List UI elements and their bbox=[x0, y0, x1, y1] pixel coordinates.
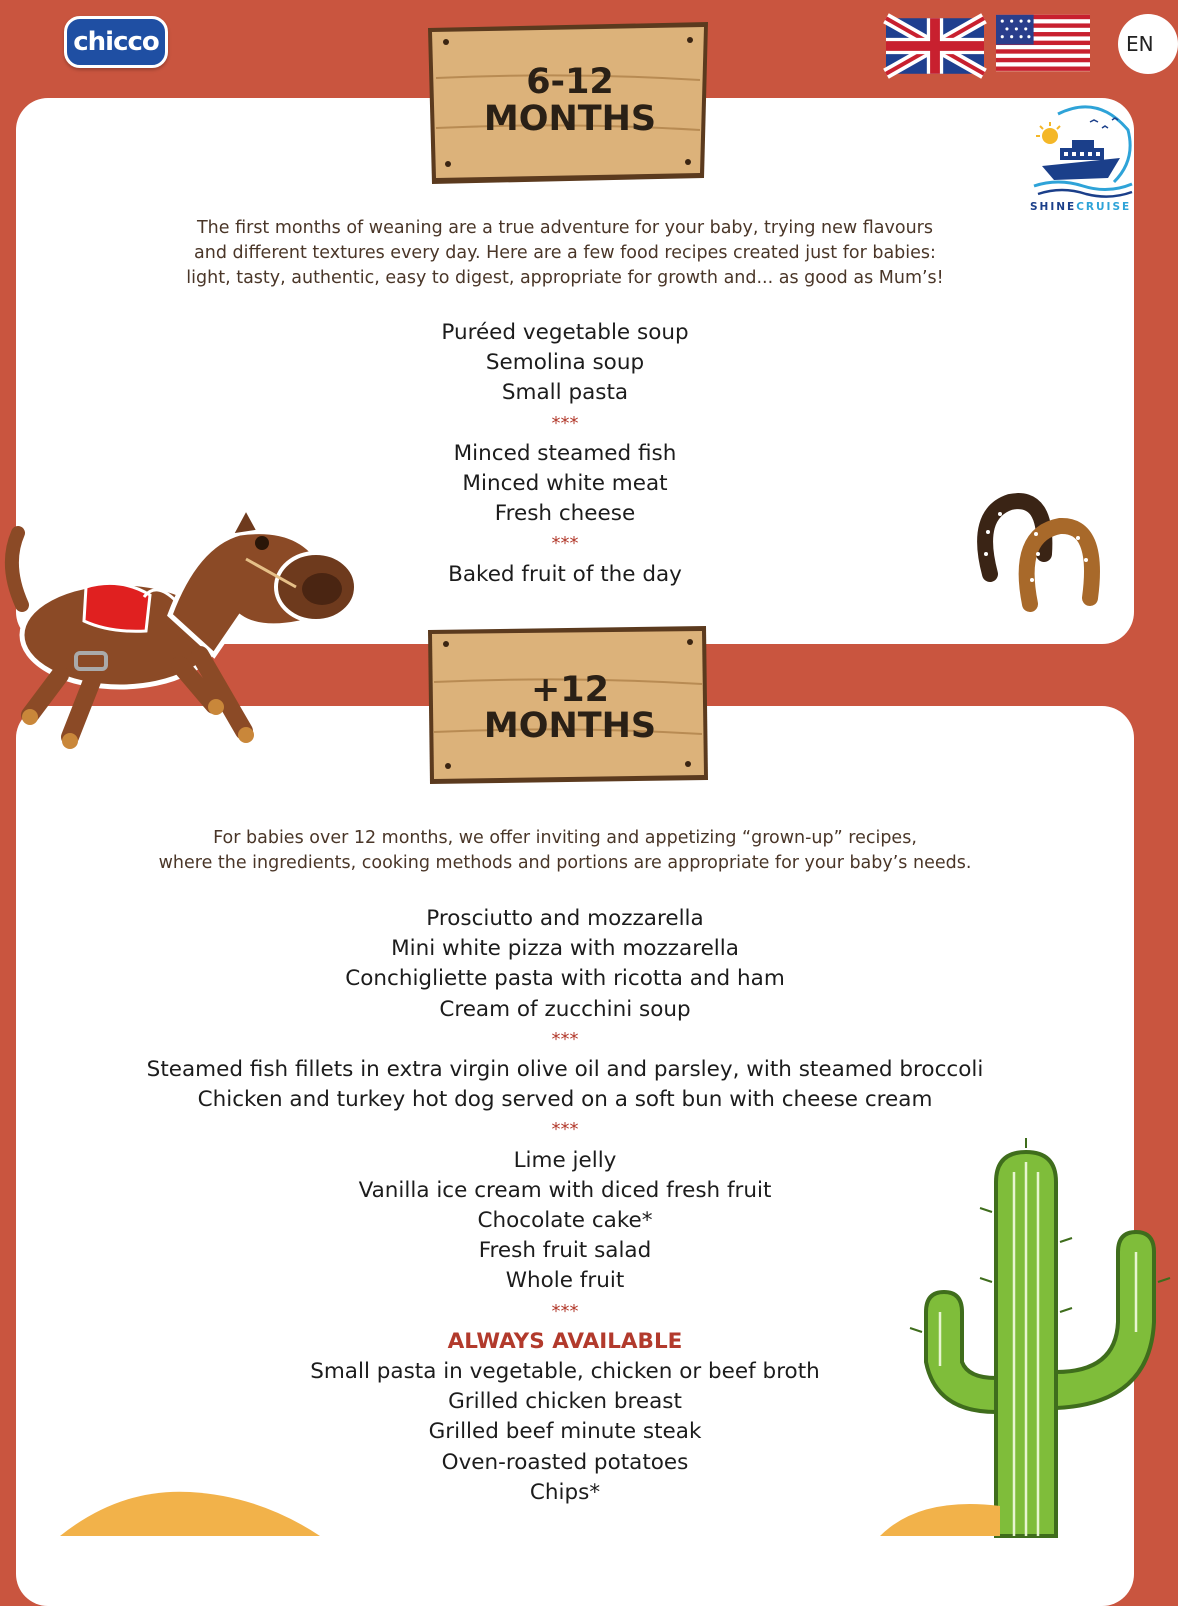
menu-item: Chocolate cake* bbox=[477, 1208, 653, 1234]
brand-name: chicco bbox=[73, 27, 159, 57]
intro-line: light, tasty, authentic, easy to digest, appropriate for growth and... as good as Mum’s! bbox=[186, 268, 944, 288]
menu-item: Fresh fruit salad bbox=[478, 1238, 652, 1264]
months-label: MONTHS bbox=[483, 706, 657, 746]
menu-separator: *** bbox=[551, 533, 579, 555]
menu-item: Vanilla ice cream with diced fresh fruit bbox=[358, 1177, 772, 1203]
menu-item: Lime jelly bbox=[513, 1147, 617, 1173]
menu-item: Fresh cheese bbox=[494, 501, 636, 527]
menu-separator: *** bbox=[551, 412, 579, 434]
menu-item: Oven-roasted potatoes bbox=[441, 1449, 689, 1475]
months-label: MONTHS bbox=[483, 99, 657, 139]
intro-line: where the ingredients, cooking methods and portions are appropriate for your baby’s needs. bbox=[158, 853, 972, 873]
sand-dune-icon bbox=[880, 1496, 1000, 1536]
menu-item: Minced steamed fish bbox=[453, 440, 677, 466]
intro-text-6-12 bbox=[150, 216, 980, 291]
menu-item: Steamed fish fillets in extra virgin olive oil and parsley, with steamed broccoli bbox=[146, 1057, 984, 1083]
us-flag-icon[interactable] bbox=[996, 14, 1090, 72]
language-selector-button[interactable] bbox=[1118, 14, 1178, 74]
menu-item: Small pasta in vegetable, chicken or beef broth bbox=[310, 1359, 820, 1385]
age-sign-6-12 bbox=[420, 18, 720, 188]
shine-word: SHINE bbox=[1030, 201, 1077, 213]
menu-separator: *** bbox=[551, 1119, 579, 1141]
menu-item: Chicken and turkey hot dog served on a soft bun with cheese cream bbox=[197, 1087, 933, 1113]
always-available-heading: ALWAYS AVAILABLE bbox=[447, 1328, 683, 1354]
menu-list-12-plus bbox=[100, 904, 1030, 1508]
age-range-label: +12 bbox=[530, 670, 610, 710]
menu-item: Chips* bbox=[529, 1479, 601, 1505]
intro-line: For babies over 12 months, we offer inviting and appetizing “grown-up” recipes, bbox=[213, 828, 917, 848]
menu-item: Grilled chicken breast bbox=[448, 1389, 682, 1415]
menu-item: Puréed vegetable soup bbox=[441, 320, 689, 345]
menu-item: Grilled beef minute steak bbox=[428, 1419, 702, 1445]
shine-cruise-label bbox=[1030, 201, 1131, 213]
menu-item: Conchigliette pasta with ricotta and ham bbox=[345, 966, 785, 992]
cruise-word: CRUISE bbox=[1076, 201, 1132, 213]
menu-item: Cream of zucchini soup bbox=[439, 996, 691, 1022]
menu-item: Prosciutto and mozzarella bbox=[426, 906, 704, 931]
intro-text-12-plus bbox=[100, 826, 1030, 876]
menu-item: Baked fruit of the day bbox=[448, 561, 682, 587]
horseshoes-icon bbox=[960, 494, 1110, 630]
horse-icon bbox=[0, 505, 365, 770]
age-sign-12-plus bbox=[420, 622, 720, 792]
language-code: EN bbox=[1126, 32, 1154, 56]
sand-dune-icon bbox=[60, 1488, 320, 1536]
chicco-logo[interactable] bbox=[64, 16, 168, 68]
menu-separator: *** bbox=[551, 1300, 579, 1322]
menu-item: Minced white meat bbox=[462, 471, 668, 497]
shine-cruise-logo bbox=[1028, 100, 1138, 220]
menu-item: Semolina soup bbox=[485, 350, 645, 376]
menu-item: Small pasta bbox=[501, 380, 629, 406]
uk-flag-icon[interactable] bbox=[886, 18, 984, 74]
intro-line: and different textures every day. Here are a few food recipes created just for babies: bbox=[194, 243, 936, 263]
cruise-ship-icon bbox=[1028, 100, 1138, 200]
menu-item: Mini white pizza with mozzarella bbox=[391, 936, 739, 962]
menu-item: Whole fruit bbox=[505, 1268, 625, 1294]
age-range-label: 6-12 bbox=[526, 62, 614, 102]
menu-separator: *** bbox=[551, 1028, 579, 1050]
intro-line: The first months of weaning are a true adventure for your baby, trying new flavours bbox=[196, 218, 933, 238]
